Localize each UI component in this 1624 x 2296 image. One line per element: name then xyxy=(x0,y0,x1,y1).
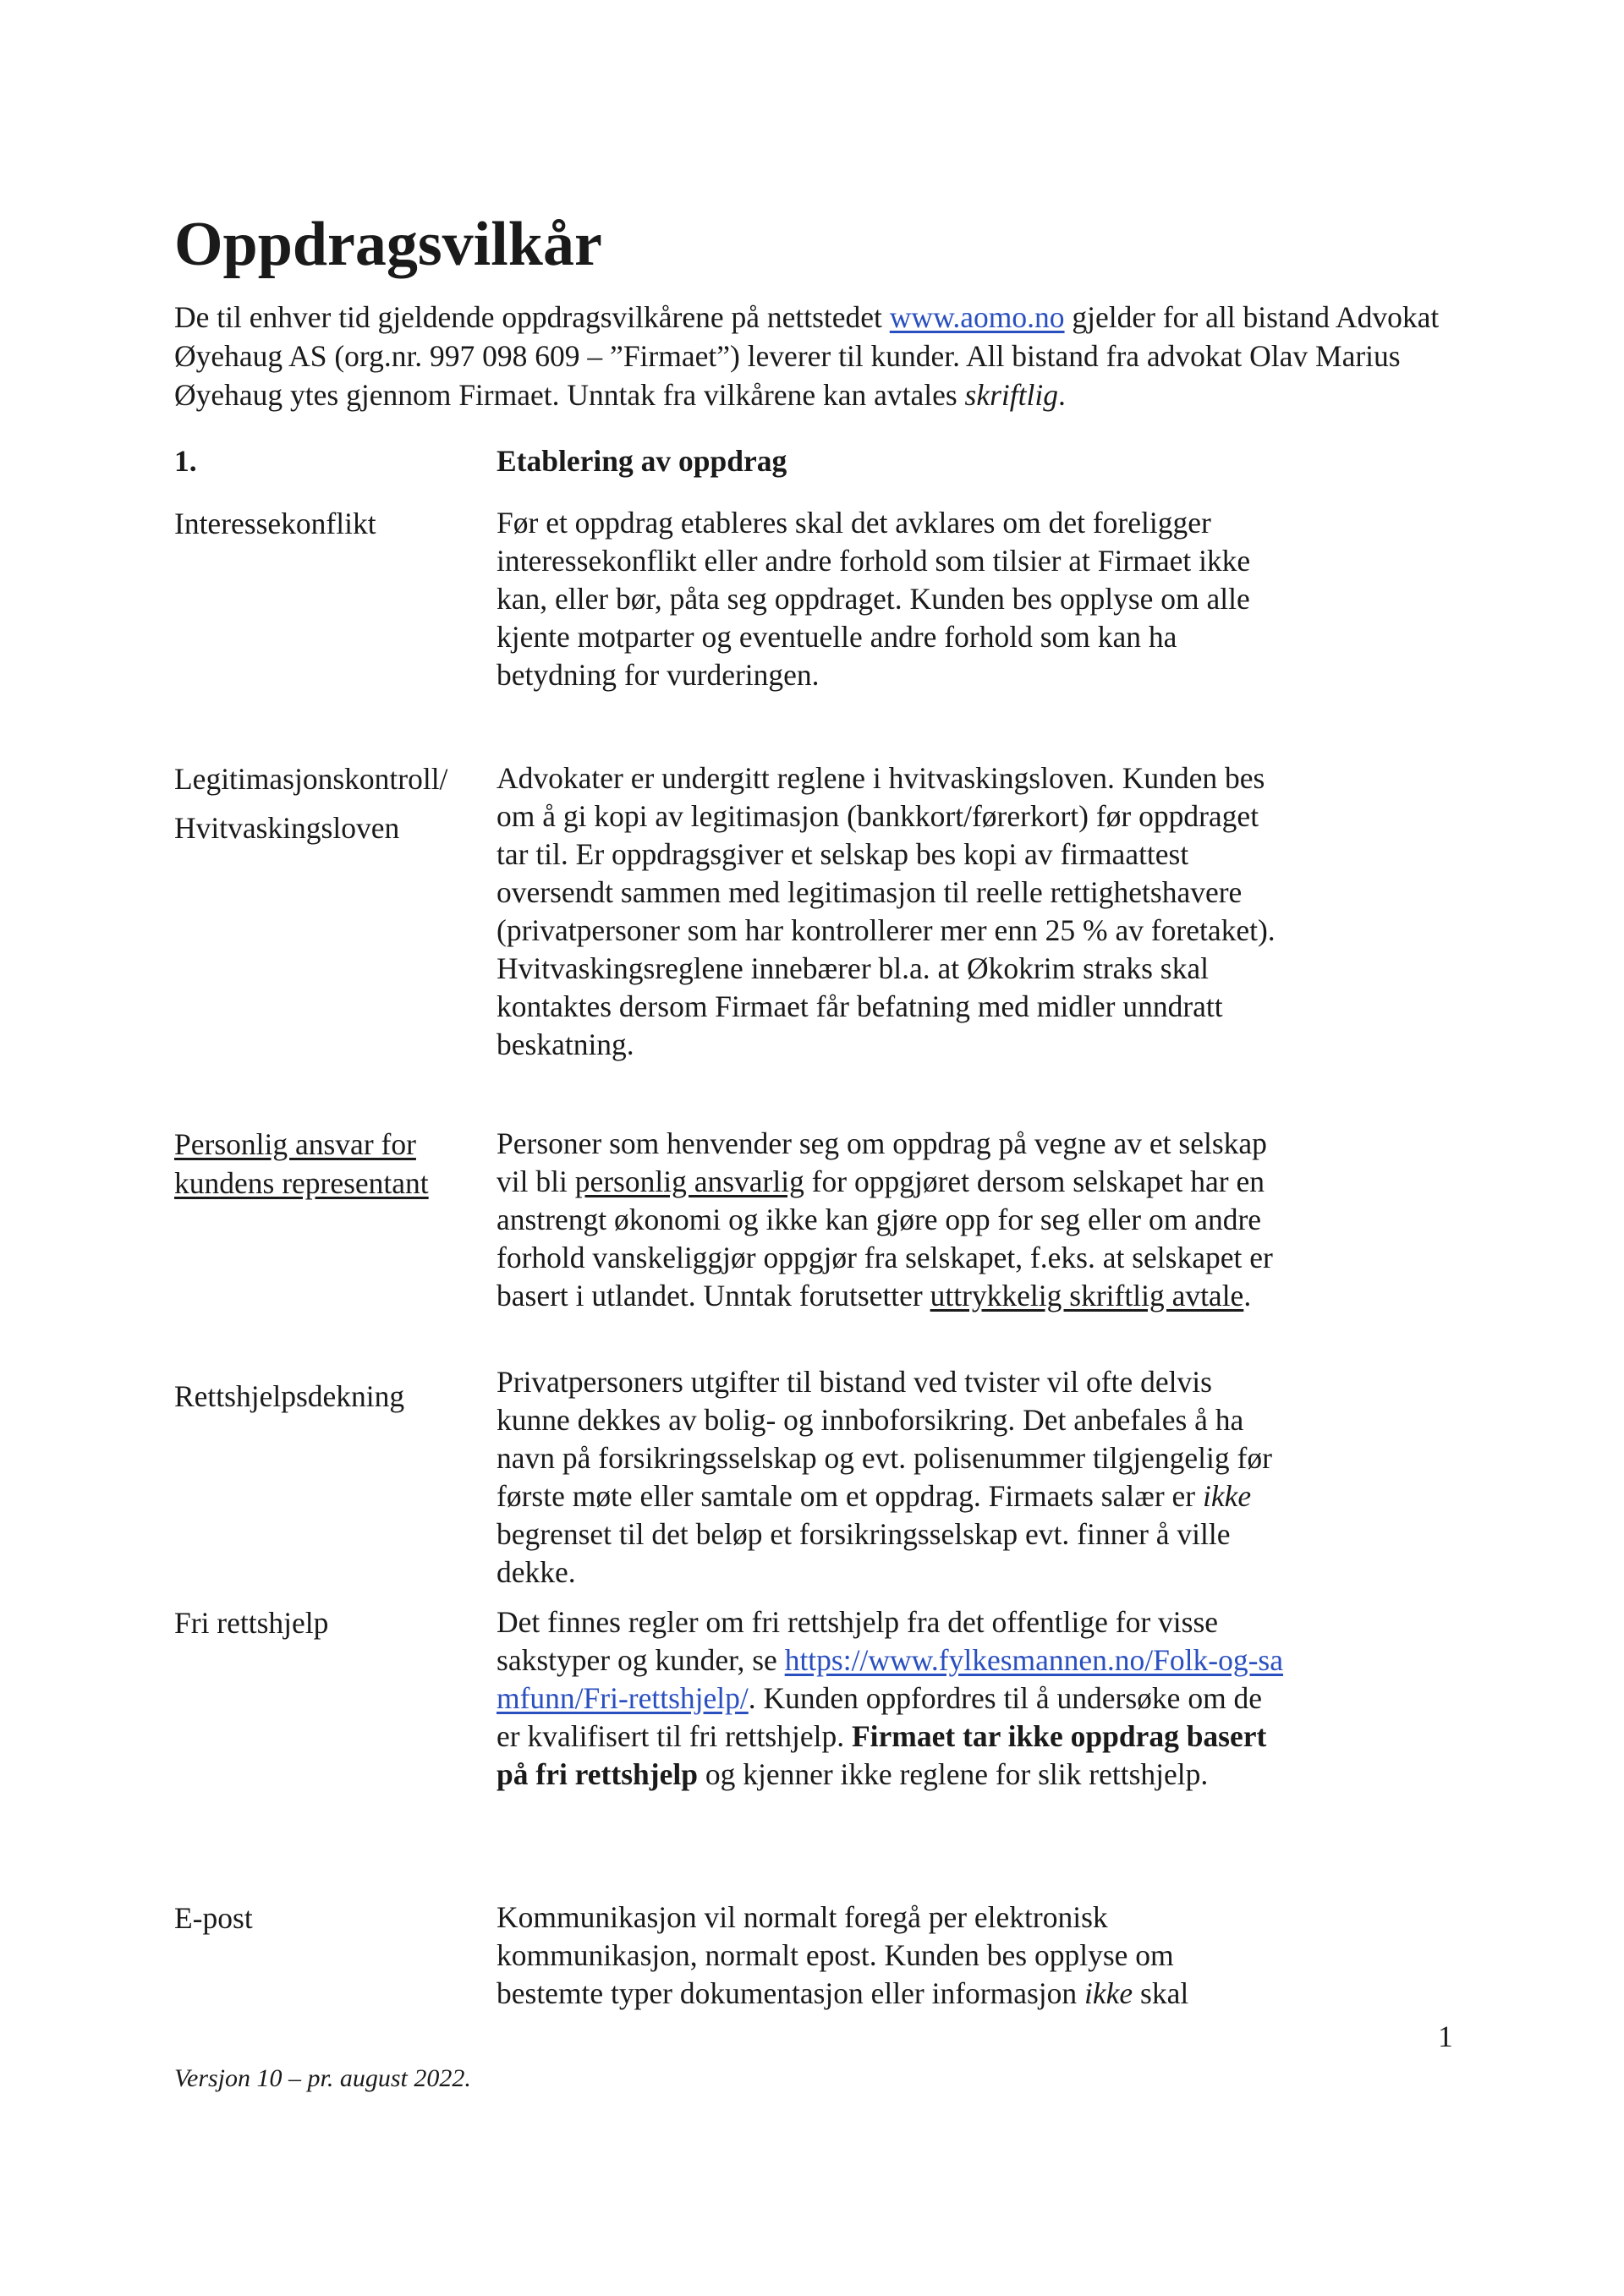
legal-insurance-emphasis: ikke xyxy=(1202,1479,1252,1513)
email-text-2: skal xyxy=(1133,1976,1189,2010)
label-personal xyxy=(174,1125,487,1203)
personal-text-1: Personer som henvender seg om oppdrag på vegne av et selskap vil bli xyxy=(497,1126,1267,1198)
website-link[interactable]: www.aomo.no xyxy=(889,300,1065,334)
free-legal-aid-text-2: . Kunden oppfordres til å undersøke om de er kvalifisert til fri rettshjelp. xyxy=(497,1681,1263,1753)
email-emphasis: ikke xyxy=(1084,1976,1133,2010)
text-free-legal-aid xyxy=(497,1603,1283,1794)
fri-rettshjelp-link[interactable]: https://www.fylkesmannen.no/Folk-og-samfunn/Fri-rettshjelp/ xyxy=(497,1643,1283,1715)
personal-underline-2: uttrykkelig skriftlig avtale xyxy=(930,1279,1244,1312)
section-title: Etablering av oppdrag xyxy=(497,444,787,478)
intro-emphasis: skriftlig xyxy=(964,378,1058,412)
intro-text-3: . xyxy=(1057,378,1066,412)
free-legal-aid-bold: Firmaet tar ikke oppdrag basert på fri rettshjelp xyxy=(497,1719,1267,1791)
text-aml: Advokater er undergitt reglene i hvitvaskingsloven. Kunden bes om å gi kopi av legitimasjon (bankkort/førerkort) før oppdraget tar til. Er oppdragsgiver et selskap bes kopi av firmaattest oversendt sammen med legitimasjon til reelle rettighetshavere (privatpersoner som har kontrollerer mer enn 25 % av foretaket). Hvitvaskingsreglene innebærer bl.a. at Økokrim straks skal kontaktes dersom Firmaet får befatning med midler unndratt beskatning. xyxy=(497,761,1276,1061)
intro-paragraph xyxy=(174,298,1477,414)
legal-insurance-text-1: Privatpersoners utgifter til bistand ved tvister vil ofte delvis kunne dekkes av bolig- og innboforsikring. Det anbefales å ha navn på forsikringsselskap og evt. polisenummer tilgjengelig før første møte eller samtale om et oppdrag. Firmaets salær er xyxy=(497,1365,1272,1513)
section-number: 1. xyxy=(174,444,197,478)
page-number: 1 xyxy=(1438,2019,1453,2053)
personal-text-2: for oppgjøret dersom selskapet har en anstrengt økonomi og ikke kan gjøre opp for seg eller om andre forhold vanskeliggjør oppgjør fra selskapet, f.eks. at selskapet er basert i utlandet. Unntak forutsetter xyxy=(497,1164,1273,1312)
label-email: E-post xyxy=(174,1901,253,1935)
intro-text-2: gjelder for all bistand Advokat Øyehaug AS (org.nr. 997 098 609 – ”Firmaet”) leverer til kunder. All bistand fra advokat Olav Marius Øyehaug ytes gjennom Firmaet. Unntak fra vilkårene kan avtales xyxy=(174,300,1440,412)
text-legal-insurance xyxy=(497,1363,1283,1592)
label-aml-1: Legitimasjonskontroll/ xyxy=(174,762,448,796)
label-aml-2: Hvitvaskingsloven xyxy=(174,811,400,845)
page-title: Oppdragsvilkår xyxy=(174,210,602,279)
label-personal-text: Personlig ansvar for kundens representant xyxy=(174,1127,429,1200)
text-email xyxy=(497,1899,1283,2013)
footer-version: Versjon 10 – pr. august 2022. xyxy=(174,2064,471,2092)
email-text-1: Kommunikasjon vil normalt foregå per elektronisk kommunikasjon, normalt epost. Kunden bes opplyse om bestemte typer dokumentasjon eller informasjon xyxy=(497,1900,1174,2010)
intro-text-1: De til enhver tid gjeldende oppdragsvilkårene på nettstedet xyxy=(174,300,890,334)
text-conflict: Før et oppdrag etableres skal det avklares om det foreligger interessekonflikt eller andre forhold som tilsier at Firmaet ikke kan, eller bør, påta seg oppdraget. Kunden bes opplyse om alle kjente motparter og eventuelle andre forhold som kan ha betydning for vurderingen. xyxy=(497,506,1251,692)
personal-underline-1: personlig ansvarlig xyxy=(574,1164,804,1198)
free-legal-aid-text-3: og kjenner ikke reglene for slik rettshjelp. xyxy=(697,1757,1209,1791)
personal-text-3: . xyxy=(1243,1279,1252,1312)
legal-insurance-text-2: begrenset til det beløp et forsikringsselskap evt. finner å ville dekke. xyxy=(497,1517,1231,1589)
label-free-legal-aid: Fri rettshjelp xyxy=(174,1606,329,1640)
label-conflict: Interessekonflikt xyxy=(174,507,376,540)
free-legal-aid-text-1: Det finnes regler om fri rettshjelp fra det offentlige for visse sakstyper og kunder, se xyxy=(497,1605,1219,1677)
label-legal-insurance: Rettshjelpsdekning xyxy=(174,1379,405,1413)
text-personal xyxy=(497,1125,1283,1315)
